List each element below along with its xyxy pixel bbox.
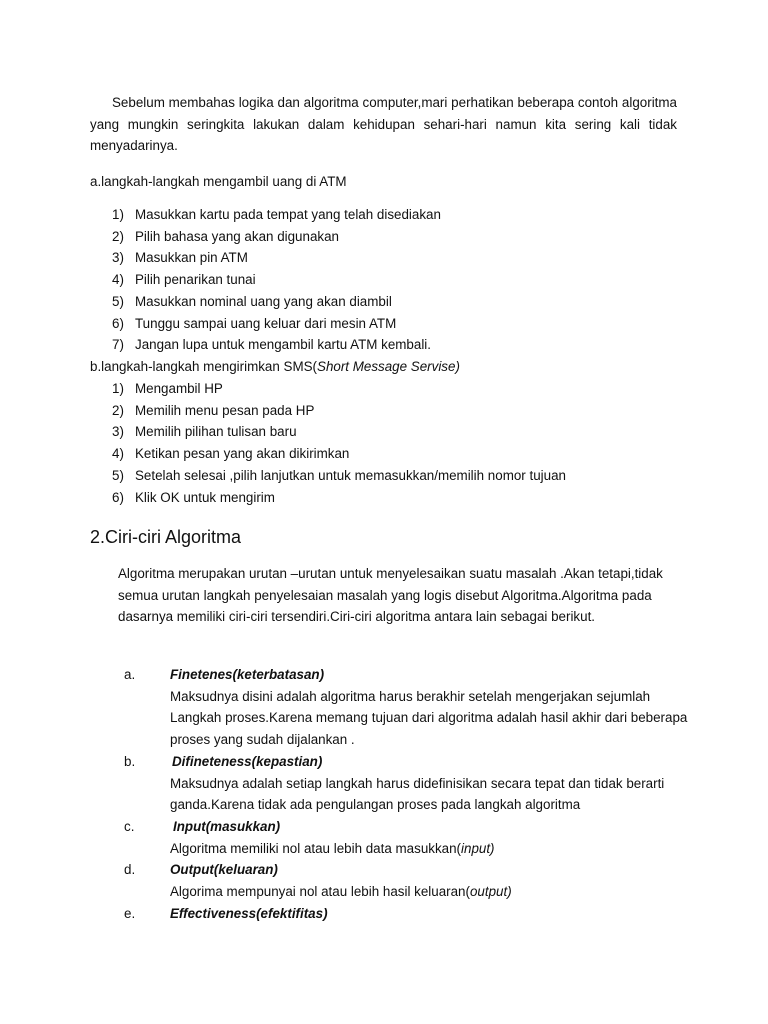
desc-text: Algoritma memiliki nol atau lebih data masukkan( (170, 840, 462, 856)
list-number: 4) (112, 446, 124, 462)
list-number: 6) (112, 315, 124, 331)
list-letter: e. (124, 905, 136, 921)
list-text: Tunggu sampai uang keluar dari mesin ATM (135, 315, 397, 331)
section-2-heading: 2.Ciri-ciri Algoritma (90, 527, 242, 547)
list-item (90, 378, 710, 400)
list-letter: a. (124, 667, 136, 682)
list-item (90, 313, 710, 335)
list-number: 2) (112, 228, 124, 244)
list-letter: d. (124, 862, 136, 878)
list-text: Masukkan nominal uang yang akan diambil (135, 293, 392, 309)
list-text: Setelah selesai ,pilih lanjutkan untuk memasukkan/memilih nomor tujuan (135, 467, 566, 483)
list-number: 4) (112, 272, 124, 288)
list-number: 7) (112, 337, 124, 353)
list-item (90, 269, 710, 291)
list-number: 5) (112, 293, 124, 309)
desc-italic: input) (461, 840, 495, 856)
characteristic-term: Output(keluaran) (170, 862, 278, 878)
section-a-title: a.langkah-langkah mengambil uang di ATM (90, 174, 347, 189)
list-item (90, 421, 710, 443)
characteristic-desc: Maksudnya disini adalah algoritma harus berakhir setelah mengerjakan sejumlah Langkah proses.Karena memang tujuan dari algoritma adalah hasil akhir dari beberapa proses yang sudah dijalankan . (170, 688, 688, 748)
list-number: 5) (112, 467, 124, 483)
list-letter: b. (124, 753, 136, 769)
sms-steps-list (90, 378, 710, 508)
list-item (90, 204, 710, 226)
list-number: 3) (112, 250, 124, 266)
list-item (124, 751, 704, 816)
list-text: Memilih pilihan tulisan baru (135, 424, 297, 440)
list-item (90, 226, 710, 248)
characteristic-term: Effectiveness(efektifitas) (170, 905, 328, 921)
list-number: 1) (112, 381, 124, 396)
characteristic-desc (170, 881, 704, 903)
list-item (90, 465, 710, 487)
list-text: Pilih penarikan tunai (135, 272, 256, 288)
list-text: Masukkan kartu pada tempat yang telah disediakan (135, 207, 441, 222)
list-item (124, 859, 704, 902)
list-item (124, 816, 704, 859)
list-item (90, 291, 710, 313)
characteristic-desc: Maksudnya adalah setiap langkah harus didefinisikan secara tepat dan tidak berarti ganda.Karena tidak ada pengulangan proses pada langkah algoritma (170, 775, 665, 813)
list-item (90, 487, 710, 509)
desc-text: Algorima mempunyai nol atau lebih hasil keluaran( (170, 884, 470, 900)
atm-steps-list (90, 204, 710, 356)
characteristic-term: Difineteness(kepastian) (172, 753, 323, 769)
list-letter: c. (124, 818, 135, 834)
list-text: Ketikan pesan yang akan dikirimkan (135, 446, 350, 462)
section-b-title (90, 356, 690, 378)
list-number: 6) (112, 489, 124, 505)
characteristic-term: Input(masukkan) (173, 818, 281, 834)
characteristic-term: Finetenes(keterbatasan) (170, 667, 325, 682)
list-item (90, 247, 710, 269)
list-number: 2) (112, 402, 124, 418)
section-b-title-text: b.langkah-langkah mengirimkan SMS( (90, 359, 318, 374)
list-text: Pilih bahasa yang akan digunakan (135, 228, 339, 244)
list-item (90, 400, 710, 422)
characteristics-list (124, 664, 704, 924)
list-text: Jangan lupa untuk mengambil kartu ATM kembali. (135, 337, 431, 353)
intro-paragraph: Sebelum membahas logika dan algoritma computer,mari perhatikan beberapa contoh algoritma yang mungkin seringkita lakukan dalam kehidupan sehari-hari namun kita sering kali tidak menyadarinya. (90, 95, 677, 154)
section-b-title-italic: Short Message Servise) (317, 359, 460, 374)
section-2-paragraph: Algoritma merupakan urutan –urutan untuk menyelesaikan suatu masalah .Akan tetapi,tidak semua urutan langkah penyelesaian masalah yang logis disebut Algoritma.Algoritma pada dasarnya memiliki ciri-ciri tersendiri.Ciri-ciri algoritma antara lain sebagai berikut. (118, 566, 663, 625)
characteristic-desc (170, 838, 704, 860)
list-item (90, 443, 710, 465)
list-item (90, 334, 710, 356)
list-text: Masukkan pin ATM (135, 250, 248, 266)
list-item (124, 664, 704, 751)
list-number: 3) (112, 424, 124, 440)
list-text: Mengambil HP (135, 381, 223, 396)
list-item (124, 903, 704, 925)
list-text: Klik OK untuk mengirim (135, 489, 275, 505)
list-text: Memilih menu pesan pada HP (135, 402, 315, 418)
desc-italic: output) (469, 884, 512, 900)
list-number: 1) (112, 207, 124, 222)
